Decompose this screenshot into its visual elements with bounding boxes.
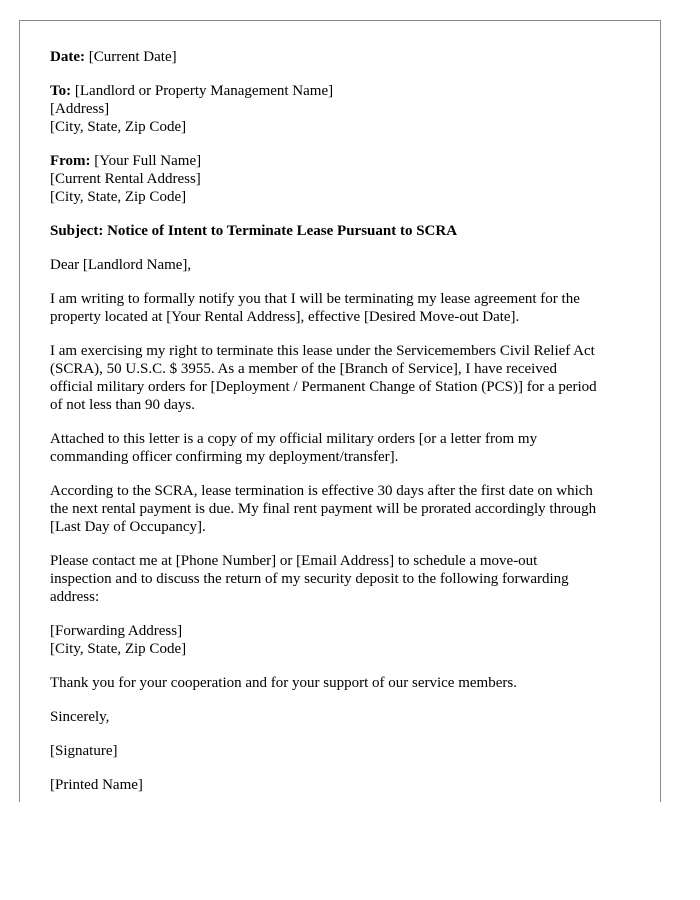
paragraph-line: I am writing to formally notify you that I will be terminating my lease agreement for the: [50, 291, 580, 307]
sender-city: [City, State, Zip Code]: [50, 189, 187, 205]
from-label: From:: [50, 153, 91, 169]
salutation: Dear [Landlord Name],: [50, 257, 192, 273]
date-block: [50, 48, 640, 66]
sender-name: [Your Full Name]: [90, 153, 202, 169]
paragraph-line: According to the SCRA, lease termination is effective 30 days after the first date on which: [50, 483, 593, 499]
paragraph-orders: [50, 430, 640, 466]
date-label: Date:: [50, 49, 85, 65]
date-value: [Current Date]: [84, 49, 177, 65]
paragraph-line: the next rental payment is due. My final rent payment will be prorated accordingly through: [50, 501, 597, 517]
recipient-city: [City, State, Zip Code]: [50, 119, 187, 135]
recipient-name: [Landlord or Property Management Name]: [71, 83, 334, 99]
sender-block: [50, 152, 640, 206]
paragraph-scra: [50, 342, 640, 414]
to-label: To:: [50, 83, 72, 99]
letter-body: [50, 48, 640, 810]
letter-page: [19, 20, 661, 802]
recipient-block: [50, 82, 640, 136]
paragraph-line: of not less than 90 days.: [50, 397, 195, 413]
paragraph-line: inspection and to discuss the return of my security deposit to the following forwarding: [50, 571, 569, 587]
printed-name: [Printed Name]: [50, 777, 143, 793]
paragraph-line: Attached to this letter is a copy of my official military orders [or a letter from my: [50, 431, 538, 447]
sender-address: [Current Rental Address]: [50, 171, 201, 187]
forwarding-city: [City, State, Zip Code]: [50, 641, 187, 657]
paragraph-line: I am exercising my right to terminate this lease under the Servicemembers Civil Relief Act: [50, 343, 595, 359]
subject-line: Subject: Notice of Intent to Terminate Lease Pursuant to SCRA: [50, 223, 458, 239]
paragraph-contact: [50, 552, 640, 606]
recipient-address: [Address]: [50, 101, 110, 117]
paragraph-intent: [50, 290, 640, 326]
paragraph-termination: [50, 482, 640, 536]
signature: [Signature]: [50, 743, 118, 759]
paragraph-line: official military orders for [Deployment / Permanent Change of Station (PCS)] for a period: [50, 379, 597, 395]
forwarding-address-block: [50, 622, 640, 658]
thanks-line: Thank you for your cooperation and for your support of our service members.: [50, 675, 517, 691]
paragraph-line: [Last Day of Occupancy].: [50, 519, 206, 535]
closing: Sincerely,: [50, 709, 110, 725]
forwarding-address: [Forwarding Address]: [50, 623, 183, 639]
paragraph-line: address:: [50, 589, 100, 605]
paragraph-line: Please contact me at [Phone Number] or [Email Address] to schedule a move-out: [50, 553, 538, 569]
paragraph-line: commanding officer confirming my deployment/transfer].: [50, 449, 399, 465]
paragraph-line: (SCRA), 50 U.S.C. $ 3955. As a member of the [Branch of Service], I have received: [50, 361, 557, 377]
paragraph-line: property located at [Your Rental Address], effective [Desired Move-out Date].: [50, 309, 520, 325]
